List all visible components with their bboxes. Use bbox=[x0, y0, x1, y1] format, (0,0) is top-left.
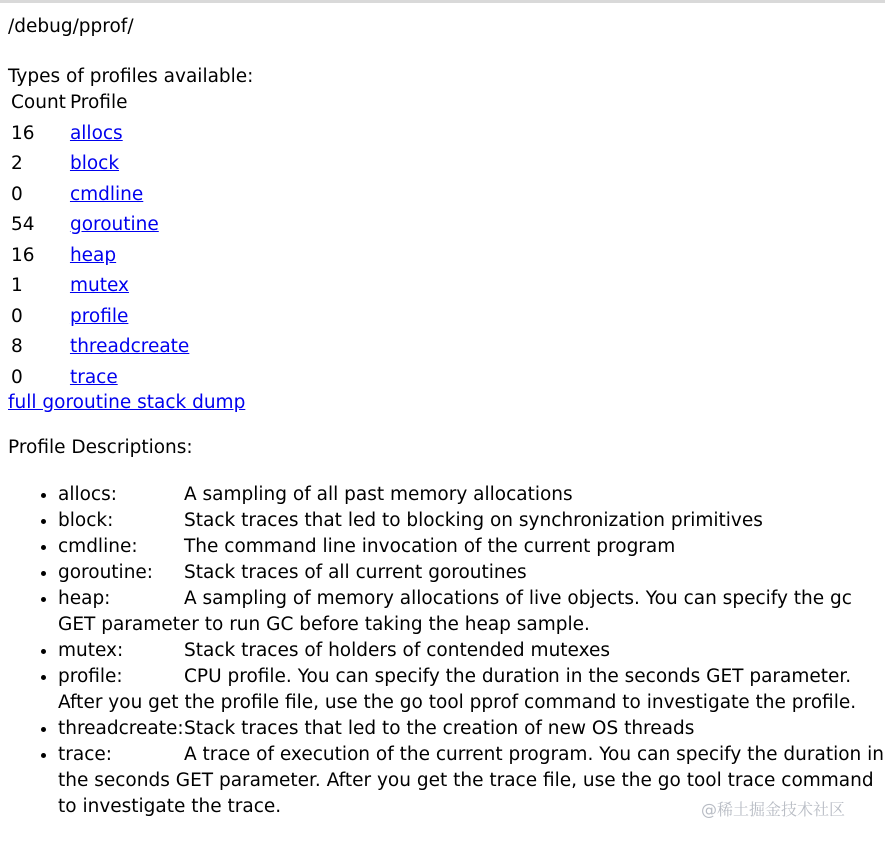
profile-link-trace[interactable]: trace bbox=[69, 366, 118, 388]
profile-cell bbox=[70, 212, 189, 239]
description-key: profile: bbox=[58, 666, 123, 687]
profile-cell bbox=[70, 243, 189, 270]
description-text: The command line invocation of the current program bbox=[184, 536, 676, 557]
list-item bbox=[58, 664, 885, 716]
table-row bbox=[11, 243, 189, 270]
list-item bbox=[58, 534, 885, 560]
table-row bbox=[11, 121, 189, 148]
profile-cell bbox=[70, 273, 189, 300]
list-item bbox=[58, 508, 885, 534]
table-row bbox=[11, 182, 189, 209]
count-cell: 0 bbox=[11, 183, 23, 205]
table-header-row bbox=[11, 90, 189, 117]
header-profile: Profile bbox=[69, 92, 128, 113]
description-text: Stack traces that led to blocking on synchronization primitives bbox=[184, 510, 763, 531]
list-item bbox=[58, 560, 885, 586]
description-key: goroutine: bbox=[58, 562, 154, 583]
profile-cell bbox=[70, 121, 189, 148]
profile-link-cmdline[interactable]: cmdline bbox=[69, 183, 144, 205]
full-goroutine-dump-link[interactable]: full goroutine stack dump bbox=[8, 392, 246, 413]
profile-link-heap[interactable]: heap bbox=[69, 244, 117, 266]
header-count: Count bbox=[11, 92, 66, 113]
top-border bbox=[0, 0, 885, 3]
list-item bbox=[58, 638, 885, 664]
description-text: A trace of execution of the current program. You can specify the duration in the seconds GET parameter. After you get the trace file, use the go tool trace command to investigate the trace. bbox=[58, 744, 885, 817]
description-key: heap: bbox=[58, 588, 111, 609]
list-item bbox=[58, 586, 885, 638]
table-row bbox=[11, 212, 189, 239]
watermark: @稀土掘金技术社区 bbox=[701, 800, 846, 819]
profile-cell bbox=[70, 365, 189, 392]
table-row bbox=[11, 304, 189, 331]
page-path: /debug/pprof/ bbox=[8, 16, 134, 37]
profile-cell bbox=[70, 334, 189, 361]
description-text: A sampling of all past memory allocations bbox=[184, 484, 573, 505]
description-text: Stack traces that led to the creation of new OS threads bbox=[184, 718, 695, 739]
page-content bbox=[8, 14, 885, 820]
description-key: cmdline: bbox=[58, 536, 138, 557]
table-row bbox=[11, 334, 189, 361]
count-cell: 0 bbox=[11, 366, 23, 388]
description-key: mutex: bbox=[58, 640, 124, 661]
description-text: Stack traces of holders of contended mutexes bbox=[184, 640, 611, 661]
table-row bbox=[11, 273, 189, 300]
description-text: Stack traces of all current goroutines bbox=[184, 562, 527, 583]
list-item bbox=[58, 482, 885, 508]
count-cell: 1 bbox=[11, 275, 23, 296]
profile-link-allocs[interactable]: allocs bbox=[69, 122, 123, 144]
description-text: A sampling of memory allocations of live objects. You can specify the gc GET parameter to run GC before taking the heap sample. bbox=[58, 588, 852, 635]
count-cell: 16 bbox=[11, 122, 35, 144]
description-key: trace: bbox=[58, 744, 112, 765]
count-cell: 0 bbox=[11, 305, 23, 327]
profiles-heading: Types of profiles available: bbox=[8, 66, 254, 87]
description-key: allocs: bbox=[58, 484, 117, 505]
profile-link-block[interactable]: block bbox=[69, 153, 120, 174]
description-text: CPU profile. You can specify the duration in the seconds GET parameter. After you get the profile file, use the go tool pprof command to investigate the profile. bbox=[58, 666, 857, 713]
description-key: threadcreate: bbox=[58, 718, 184, 739]
profiles-table bbox=[7, 86, 193, 395]
profile-cell bbox=[70, 151, 189, 178]
table-row bbox=[11, 151, 189, 178]
profile-link-mutex[interactable]: mutex bbox=[69, 275, 129, 296]
profile-link-goroutine[interactable]: goroutine bbox=[69, 214, 159, 235]
table-row bbox=[11, 365, 189, 392]
profile-link-profile[interactable]: profile bbox=[69, 305, 129, 327]
count-cell: 54 bbox=[11, 214, 35, 235]
description-key: block: bbox=[58, 510, 114, 531]
profile-cell bbox=[70, 304, 189, 331]
count-cell: 2 bbox=[11, 153, 23, 174]
profile-link-threadcreate[interactable]: threadcreate bbox=[69, 336, 190, 357]
descriptions-list bbox=[8, 482, 885, 820]
count-cell: 8 bbox=[11, 336, 23, 357]
list-item bbox=[58, 716, 885, 742]
count-cell: 16 bbox=[11, 244, 35, 266]
profile-cell bbox=[70, 182, 189, 209]
descriptions-heading: Profile Descriptions: bbox=[8, 437, 193, 458]
